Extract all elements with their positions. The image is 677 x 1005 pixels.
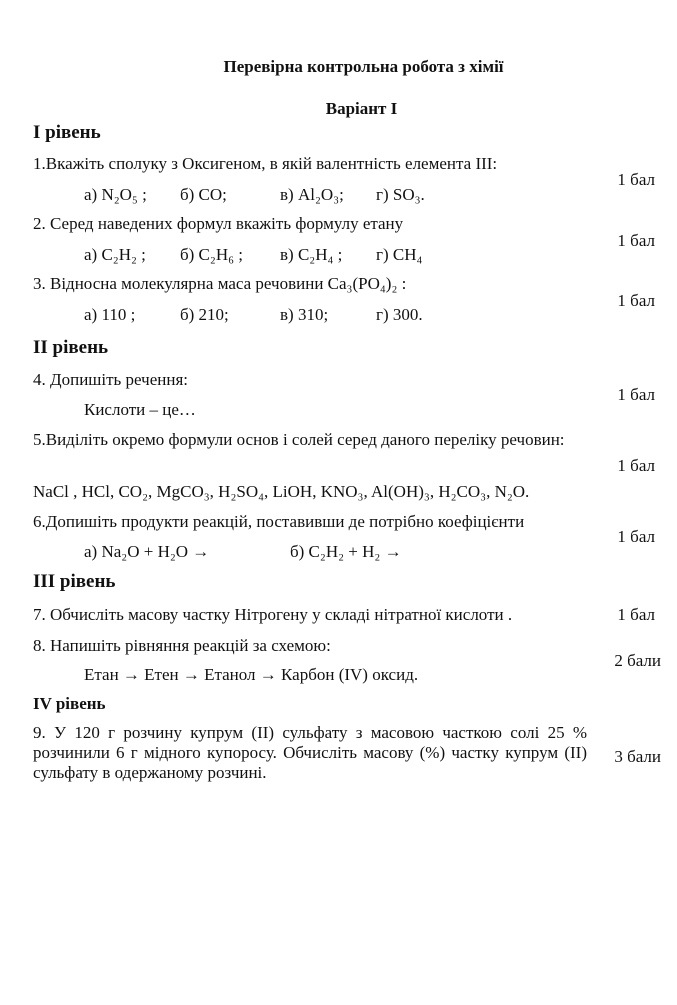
question-5-score: 1 бал — [617, 456, 655, 475]
question-3-options — [84, 305, 423, 325]
question-2-options — [84, 245, 422, 265]
question-1-score: 1 бал — [617, 170, 655, 189]
question-7-score: 1 бал — [617, 605, 655, 624]
question-4-score: 1 бал — [617, 385, 655, 404]
question-8-score: 2 бали — [614, 651, 661, 670]
option-d: г) CH₄ — [376, 245, 423, 264]
question-9-score: 3 бали — [614, 747, 661, 766]
question-3-score: 1 бал — [617, 291, 655, 310]
option-b: б) 210; — [180, 305, 229, 324]
option-d: г) 300. — [376, 305, 423, 324]
question-6-options — [84, 542, 402, 562]
question-7-text: 7. Обчисліть масову частку Нітрогену у складі нітратної кислоти . — [33, 605, 513, 624]
option-c: в) C₂H₄ ; — [280, 245, 343, 264]
level-3-heading: III рівень — [33, 571, 116, 592]
option-d: г) SO₃. — [376, 185, 425, 204]
option-c: в) 310; — [280, 305, 329, 324]
question-2-score: 1 бал — [617, 231, 655, 250]
question-1-options — [84, 185, 425, 205]
level-4-heading: IV рівень — [33, 694, 106, 713]
question-1-text: 1.Вкажіть сполуку з Оксигеном, в якій валентність елемента III: — [33, 154, 498, 173]
question-6-text: 6.Допишіть продукти реакцій, поставивши де потрібно коефіцієнти — [33, 512, 525, 531]
variant-title: Варіант I — [325, 99, 398, 118]
question-9-text: 9. У 120 г розчину купрум (II) сульфату з масовою часткою солі 25 % розчинили 6 г мідного купоросу. Обчисліть масову (%) частку купрум (II) сульфату в одержаному розчині. — [33, 723, 587, 782]
question-3-text: 3. Відносна молекулярна маса речовини Ca₃(PO₄)₂ : — [33, 274, 407, 293]
page-title: Перевірна контрольна робота з хімії — [223, 57, 504, 76]
question-2-text: 2. Серед наведених формул вкажіть формулу етану — [33, 214, 404, 233]
question-6-score: 1 бал — [617, 527, 655, 546]
question-4-line2: Кислоти – це… — [84, 400, 196, 419]
reaction-a: а) Na₂O + H₂O → — [84, 542, 210, 561]
question-5-text: 5.Виділіть окремо формули основ і солей серед даного переліку речовин: — [33, 430, 565, 449]
option-a: а) 110 ; — [84, 305, 136, 324]
option-b: б) CO; — [180, 185, 227, 204]
question-4-text: 4. Допишіть речення: — [33, 370, 188, 389]
option-a: а) N₂O₅ ; — [84, 185, 147, 204]
question-8-scheme: Етан → Етен → Етанол → Карбон (IV) оксид. — [84, 665, 419, 684]
level-1-heading: I рівень — [33, 122, 101, 143]
question-5-formulas: NaCl , HCl, CO₂, MgCO₃, H₂SO₄, LiOH, KNO₃, Al(OH)₃, H₂CO₃, N₂O. — [33, 482, 530, 501]
option-a: а) C₂H₂ ; — [84, 245, 146, 264]
question-8-text: 8. Напишіть рівняння реакцій за схемою: — [33, 636, 331, 655]
option-c: в) Al₂O₃; — [280, 185, 344, 204]
reaction-b: б) C₂H₂ + H₂ → — [290, 542, 402, 561]
level-2-heading: II рівень — [33, 337, 109, 358]
option-b: б) C₂H₆ ; — [180, 245, 244, 264]
